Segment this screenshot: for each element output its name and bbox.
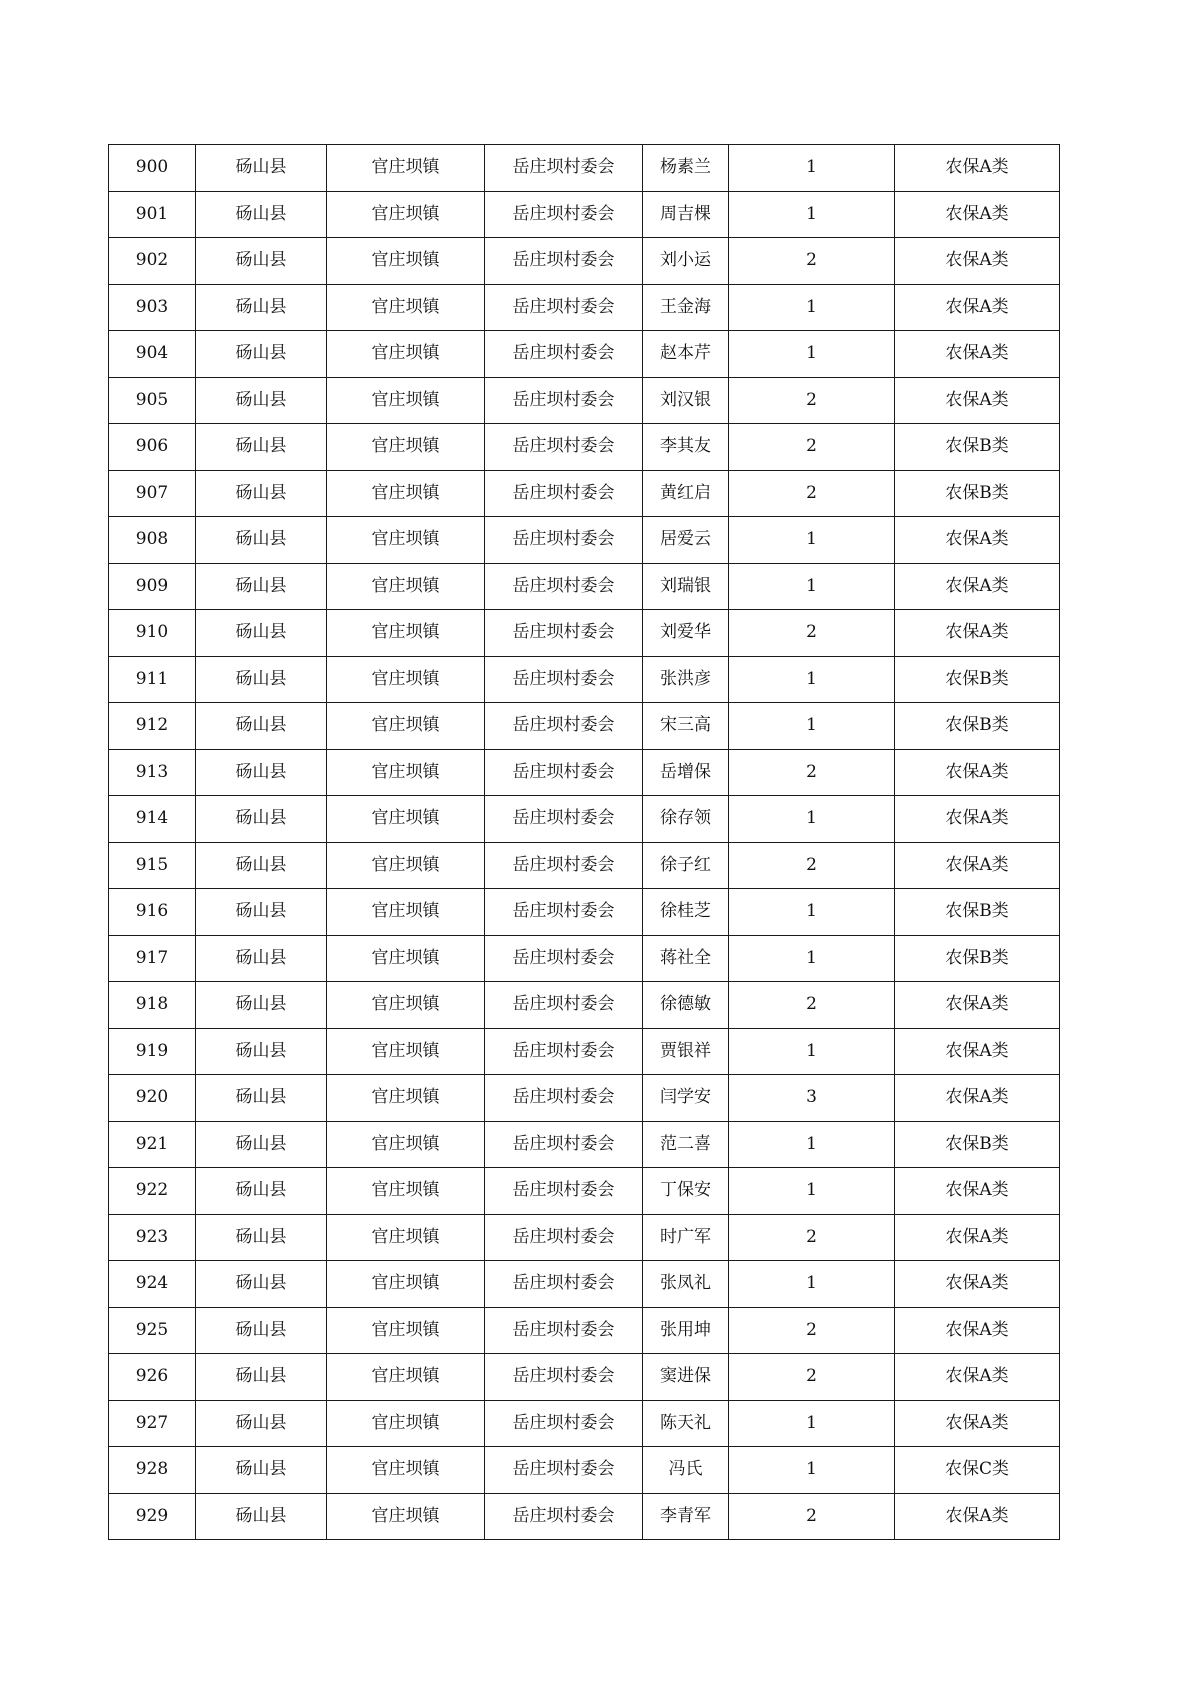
cell-town: 官庄坝镇 — [327, 377, 485, 424]
cell-serial-number: 917 — [109, 935, 196, 982]
cell-insurance-type: 农保A类 — [895, 331, 1060, 378]
cell-county: 砀山县 — [196, 1168, 327, 1215]
cell-county: 砀山县 — [196, 610, 327, 657]
cell-village: 岳庄坝村委会 — [485, 1075, 643, 1122]
cell-name: 李其友 — [643, 424, 729, 471]
cell-county: 砀山县 — [196, 424, 327, 471]
cell-village: 岳庄坝村委会 — [485, 563, 643, 610]
table-row — [109, 1447, 1060, 1494]
cell-town: 官庄坝镇 — [327, 1214, 485, 1261]
cell-insurance-type: 农保A类 — [895, 1075, 1060, 1122]
cell-count: 1 — [729, 563, 895, 610]
cell-serial-number: 922 — [109, 1168, 196, 1215]
cell-village: 岳庄坝村委会 — [485, 284, 643, 331]
cell-serial-number: 905 — [109, 377, 196, 424]
cell-county: 砀山县 — [196, 1028, 327, 1075]
table-row — [109, 982, 1060, 1029]
cell-county: 砀山县 — [196, 749, 327, 796]
cell-insurance-type: 农保A类 — [895, 238, 1060, 285]
cell-count: 2 — [729, 1214, 895, 1261]
cell-town: 官庄坝镇 — [327, 1307, 485, 1354]
cell-serial-number: 912 — [109, 703, 196, 750]
cell-village: 岳庄坝村委会 — [485, 796, 643, 843]
table-row — [109, 1493, 1060, 1540]
table-row — [109, 889, 1060, 936]
table-row — [109, 749, 1060, 796]
table-row — [109, 517, 1060, 564]
cell-town: 官庄坝镇 — [327, 563, 485, 610]
cell-county: 砀山县 — [196, 1447, 327, 1494]
cell-serial-number: 928 — [109, 1447, 196, 1494]
cell-count: 1 — [729, 191, 895, 238]
table-row — [109, 470, 1060, 517]
cell-name: 丁保安 — [643, 1168, 729, 1215]
cell-county: 砀山县 — [196, 935, 327, 982]
cell-count: 1 — [729, 703, 895, 750]
cell-serial-number: 914 — [109, 796, 196, 843]
cell-serial-number: 901 — [109, 191, 196, 238]
cell-village: 岳庄坝村委会 — [485, 1307, 643, 1354]
cell-town: 官庄坝镇 — [327, 517, 485, 564]
cell-town: 官庄坝镇 — [327, 889, 485, 936]
cell-name: 窦进保 — [643, 1354, 729, 1401]
cell-town: 官庄坝镇 — [327, 145, 485, 192]
cell-county: 砀山县 — [196, 889, 327, 936]
cell-count: 1 — [729, 796, 895, 843]
table-row — [109, 1261, 1060, 1308]
cell-name: 徐存领 — [643, 796, 729, 843]
cell-name: 刘小运 — [643, 238, 729, 285]
cell-insurance-type: 农保A类 — [895, 1214, 1060, 1261]
cell-village: 岳庄坝村委会 — [485, 1447, 643, 1494]
cell-insurance-type: 农保B类 — [895, 935, 1060, 982]
cell-serial-number: 916 — [109, 889, 196, 936]
cell-village: 岳庄坝村委会 — [485, 889, 643, 936]
cell-count: 2 — [729, 1307, 895, 1354]
cell-serial-number: 929 — [109, 1493, 196, 1540]
cell-village: 岳庄坝村委会 — [485, 191, 643, 238]
cell-village: 岳庄坝村委会 — [485, 982, 643, 1029]
cell-county: 砀山县 — [196, 470, 327, 517]
cell-village: 岳庄坝村委会 — [485, 1121, 643, 1168]
cell-name: 刘瑞银 — [643, 563, 729, 610]
table-row — [109, 1121, 1060, 1168]
cell-name: 时广军 — [643, 1214, 729, 1261]
cell-name: 赵本芹 — [643, 331, 729, 378]
cell-village: 岳庄坝村委会 — [485, 703, 643, 750]
cell-count: 1 — [729, 517, 895, 564]
cell-serial-number: 907 — [109, 470, 196, 517]
cell-insurance-type: 农保A类 — [895, 749, 1060, 796]
cell-count: 2 — [729, 610, 895, 657]
table-row — [109, 1307, 1060, 1354]
cell-insurance-type: 农保A类 — [895, 191, 1060, 238]
cell-county: 砀山县 — [196, 1307, 327, 1354]
cell-town: 官庄坝镇 — [327, 424, 485, 471]
cell-count: 2 — [729, 842, 895, 889]
cell-name: 徐子红 — [643, 842, 729, 889]
cell-count: 1 — [729, 145, 895, 192]
table-row — [109, 656, 1060, 703]
cell-insurance-type: 农保A类 — [895, 842, 1060, 889]
cell-insurance-type: 农保A类 — [895, 1493, 1060, 1540]
cell-count: 3 — [729, 1075, 895, 1122]
cell-serial-number: 911 — [109, 656, 196, 703]
cell-count: 1 — [729, 1121, 895, 1168]
cell-village: 岳庄坝村委会 — [485, 842, 643, 889]
cell-count: 2 — [729, 1354, 895, 1401]
cell-county: 砀山县 — [196, 796, 327, 843]
table-row — [109, 284, 1060, 331]
cell-serial-number: 920 — [109, 1075, 196, 1122]
cell-village: 岳庄坝村委会 — [485, 1214, 643, 1261]
cell-count: 1 — [729, 284, 895, 331]
table-row — [109, 424, 1060, 471]
cell-name: 陈天礼 — [643, 1400, 729, 1447]
table-row — [109, 935, 1060, 982]
table-row — [109, 610, 1060, 657]
cell-insurance-type: 农保A类 — [895, 1028, 1060, 1075]
cell-town: 官庄坝镇 — [327, 238, 485, 285]
cell-serial-number: 923 — [109, 1214, 196, 1261]
cell-count: 1 — [729, 1168, 895, 1215]
cell-village: 岳庄坝村委会 — [485, 424, 643, 471]
cell-county: 砀山县 — [196, 1261, 327, 1308]
cell-town: 官庄坝镇 — [327, 1168, 485, 1215]
cell-village: 岳庄坝村委会 — [485, 1261, 643, 1308]
cell-village: 岳庄坝村委会 — [485, 1168, 643, 1215]
cell-village: 岳庄坝村委会 — [485, 517, 643, 564]
cell-county: 砀山县 — [196, 284, 327, 331]
table-row — [109, 1028, 1060, 1075]
table-row — [109, 703, 1060, 750]
cell-village: 岳庄坝村委会 — [485, 610, 643, 657]
cell-serial-number: 925 — [109, 1307, 196, 1354]
cell-town: 官庄坝镇 — [327, 331, 485, 378]
cell-county: 砀山县 — [196, 145, 327, 192]
cell-insurance-type: 农保A类 — [895, 377, 1060, 424]
cell-town: 官庄坝镇 — [327, 1447, 485, 1494]
cell-county: 砀山县 — [196, 377, 327, 424]
cell-insurance-type: 农保A类 — [895, 796, 1060, 843]
cell-name: 周吉棵 — [643, 191, 729, 238]
cell-count: 2 — [729, 982, 895, 1029]
cell-name: 王金海 — [643, 284, 729, 331]
cell-village: 岳庄坝村委会 — [485, 1354, 643, 1401]
cell-village: 岳庄坝村委会 — [485, 935, 643, 982]
cell-name: 刘爱华 — [643, 610, 729, 657]
cell-town: 官庄坝镇 — [327, 1400, 485, 1447]
cell-serial-number: 906 — [109, 424, 196, 471]
cell-insurance-type: 农保B类 — [895, 470, 1060, 517]
cell-town: 官庄坝镇 — [327, 1075, 485, 1122]
cell-county: 砀山县 — [196, 331, 327, 378]
cell-village: 岳庄坝村委会 — [485, 377, 643, 424]
cell-name: 李青军 — [643, 1493, 729, 1540]
cell-county: 砀山县 — [196, 1214, 327, 1261]
cell-town: 官庄坝镇 — [327, 749, 485, 796]
cell-count: 1 — [729, 889, 895, 936]
cell-village: 岳庄坝村委会 — [485, 1493, 643, 1540]
cell-insurance-type: 农保A类 — [895, 1354, 1060, 1401]
cell-insurance-type: 农保A类 — [895, 1168, 1060, 1215]
cell-town: 官庄坝镇 — [327, 982, 485, 1029]
table-row — [109, 1400, 1060, 1447]
cell-name: 宋三高 — [643, 703, 729, 750]
cell-count: 2 — [729, 238, 895, 285]
cell-county: 砀山县 — [196, 1400, 327, 1447]
cell-name: 徐德敏 — [643, 982, 729, 1029]
cell-serial-number: 924 — [109, 1261, 196, 1308]
cell-serial-number: 918 — [109, 982, 196, 1029]
cell-county: 砀山县 — [196, 1493, 327, 1540]
cell-name: 闫学安 — [643, 1075, 729, 1122]
cell-serial-number: 902 — [109, 238, 196, 285]
cell-count: 2 — [729, 377, 895, 424]
table-row — [109, 1354, 1060, 1401]
cell-insurance-type: 农保A类 — [895, 982, 1060, 1029]
cell-town: 官庄坝镇 — [327, 470, 485, 517]
cell-village: 岳庄坝村委会 — [485, 656, 643, 703]
cell-village: 岳庄坝村委会 — [485, 470, 643, 517]
cell-serial-number: 903 — [109, 284, 196, 331]
cell-name: 范二喜 — [643, 1121, 729, 1168]
cell-town: 官庄坝镇 — [327, 796, 485, 843]
cell-count: 1 — [729, 935, 895, 982]
cell-county: 砀山县 — [196, 238, 327, 285]
cell-village: 岳庄坝村委会 — [485, 1400, 643, 1447]
cell-name: 徐桂芝 — [643, 889, 729, 936]
cell-serial-number: 910 — [109, 610, 196, 657]
cell-serial-number: 921 — [109, 1121, 196, 1168]
cell-town: 官庄坝镇 — [327, 610, 485, 657]
cell-county: 砀山县 — [196, 656, 327, 703]
cell-town: 官庄坝镇 — [327, 1354, 485, 1401]
cell-name: 黄红启 — [643, 470, 729, 517]
cell-insurance-type: 农保B类 — [895, 656, 1060, 703]
cell-town: 官庄坝镇 — [327, 935, 485, 982]
cell-town: 官庄坝镇 — [327, 1493, 485, 1540]
cell-name: 贾银祥 — [643, 1028, 729, 1075]
cell-county: 砀山县 — [196, 191, 327, 238]
cell-town: 官庄坝镇 — [327, 191, 485, 238]
cell-county: 砀山县 — [196, 1121, 327, 1168]
cell-serial-number: 909 — [109, 563, 196, 610]
recipient-table — [108, 144, 1060, 1540]
table-body — [109, 145, 1060, 1540]
cell-count: 1 — [729, 656, 895, 703]
cell-name: 蒋社全 — [643, 935, 729, 982]
cell-insurance-type: 农保A类 — [895, 1261, 1060, 1308]
cell-serial-number: 919 — [109, 1028, 196, 1075]
cell-name: 居爱云 — [643, 517, 729, 564]
cell-insurance-type: 农保A类 — [895, 284, 1060, 331]
cell-serial-number: 908 — [109, 517, 196, 564]
table-row — [109, 377, 1060, 424]
cell-town: 官庄坝镇 — [327, 284, 485, 331]
cell-town: 官庄坝镇 — [327, 703, 485, 750]
cell-insurance-type: 农保B类 — [895, 1121, 1060, 1168]
cell-count: 2 — [729, 1493, 895, 1540]
cell-town: 官庄坝镇 — [327, 1261, 485, 1308]
cell-name: 岳增保 — [643, 749, 729, 796]
cell-village: 岳庄坝村委会 — [485, 1028, 643, 1075]
cell-count: 1 — [729, 1261, 895, 1308]
cell-insurance-type: 农保A类 — [895, 517, 1060, 564]
cell-insurance-type: 农保B类 — [895, 424, 1060, 471]
table-row — [109, 238, 1060, 285]
cell-count: 1 — [729, 1028, 895, 1075]
cell-name: 刘汉银 — [643, 377, 729, 424]
cell-serial-number: 904 — [109, 331, 196, 378]
cell-county: 砀山县 — [196, 982, 327, 1029]
cell-name: 张洪彦 — [643, 656, 729, 703]
table-row — [109, 1168, 1060, 1215]
table-row — [109, 1075, 1060, 1122]
table-row — [109, 1214, 1060, 1261]
cell-name: 杨素兰 — [643, 145, 729, 192]
cell-county: 砀山县 — [196, 703, 327, 750]
cell-county: 砀山县 — [196, 842, 327, 889]
table-row — [109, 796, 1060, 843]
table-row — [109, 842, 1060, 889]
cell-insurance-type: 农保A类 — [895, 563, 1060, 610]
cell-serial-number: 913 — [109, 749, 196, 796]
cell-serial-number: 900 — [109, 145, 196, 192]
cell-village: 岳庄坝村委会 — [485, 749, 643, 796]
cell-village: 岳庄坝村委会 — [485, 145, 643, 192]
cell-town: 官庄坝镇 — [327, 1028, 485, 1075]
table-row — [109, 191, 1060, 238]
cell-county: 砀山县 — [196, 517, 327, 564]
cell-name: 张用坤 — [643, 1307, 729, 1354]
cell-insurance-type: 农保A类 — [895, 145, 1060, 192]
cell-count: 1 — [729, 1400, 895, 1447]
table-row — [109, 563, 1060, 610]
cell-serial-number: 927 — [109, 1400, 196, 1447]
cell-name: 冯氏 — [643, 1447, 729, 1494]
cell-serial-number: 915 — [109, 842, 196, 889]
cell-insurance-type: 农保A类 — [895, 1400, 1060, 1447]
cell-count: 1 — [729, 331, 895, 378]
cell-insurance-type: 农保B类 — [895, 703, 1060, 750]
cell-village: 岳庄坝村委会 — [485, 238, 643, 285]
cell-town: 官庄坝镇 — [327, 656, 485, 703]
cell-county: 砀山县 — [196, 1075, 327, 1122]
cell-count: 2 — [729, 424, 895, 471]
cell-insurance-type: 农保A类 — [895, 1307, 1060, 1354]
cell-insurance-type: 农保B类 — [895, 889, 1060, 936]
cell-count: 1 — [729, 1447, 895, 1494]
table-row — [109, 331, 1060, 378]
cell-serial-number: 926 — [109, 1354, 196, 1401]
cell-name: 张凤礼 — [643, 1261, 729, 1308]
cell-village: 岳庄坝村委会 — [485, 331, 643, 378]
cell-count: 2 — [729, 749, 895, 796]
cell-insurance-type: 农保C类 — [895, 1447, 1060, 1494]
cell-insurance-type: 农保A类 — [895, 610, 1060, 657]
cell-count: 2 — [729, 470, 895, 517]
cell-county: 砀山县 — [196, 1354, 327, 1401]
cell-county: 砀山县 — [196, 563, 327, 610]
cell-town: 官庄坝镇 — [327, 1121, 485, 1168]
table-row — [109, 145, 1060, 192]
cell-town: 官庄坝镇 — [327, 842, 485, 889]
